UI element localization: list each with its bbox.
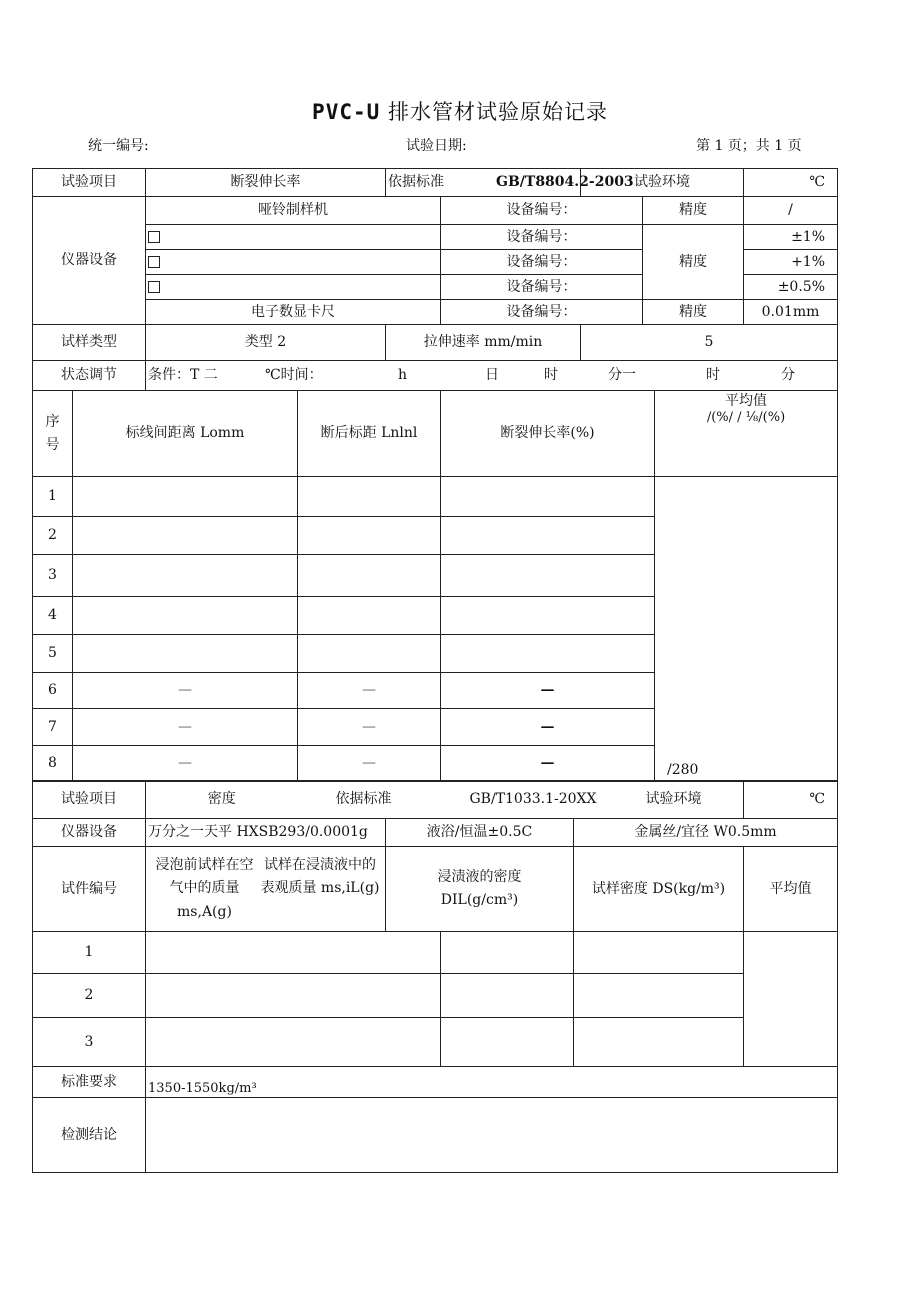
instrument-checkbox-row bbox=[146, 275, 441, 300]
test-date-label: 试验日期: bbox=[406, 138, 467, 154]
elongation-table bbox=[32, 168, 838, 782]
cell-elong[interactable] bbox=[441, 555, 655, 597]
cell-mass[interactable] bbox=[146, 932, 441, 974]
density-item-value: 密度 bbox=[146, 781, 298, 819]
precision-label: 精度 bbox=[643, 300, 744, 325]
cell-after-dash: — bbox=[298, 746, 441, 782]
standard-req-value: 1350-1550kg/m³ bbox=[146, 1067, 838, 1098]
precision-value: 0.01mm bbox=[744, 300, 838, 325]
cell-elong-dash: — bbox=[441, 746, 655, 782]
cell-after[interactable] bbox=[298, 635, 441, 673]
instrument-label: 仪器设备 bbox=[33, 197, 146, 325]
cell-mass[interactable] bbox=[146, 974, 441, 1018]
cell-gauge[interactable] bbox=[73, 477, 298, 517]
checkbox[interactable] bbox=[148, 231, 160, 243]
col-avg: 平均值 /(%/ / ⅛/(%) bbox=[655, 391, 838, 477]
precision-label: 精度 bbox=[643, 197, 744, 225]
precision-value: +1% bbox=[744, 250, 838, 275]
cell-after[interactable] bbox=[298, 477, 441, 517]
instrument-name: 电子数显卡尺 bbox=[146, 300, 441, 325]
avg-cell[interactable] bbox=[655, 477, 838, 782]
cell-mass[interactable] bbox=[146, 1018, 441, 1067]
cell-sample-density[interactable] bbox=[574, 1018, 744, 1067]
device-no: 设备编号： bbox=[441, 300, 643, 325]
row-seq: 2 bbox=[33, 517, 73, 555]
cell-liquid-density[interactable] bbox=[441, 932, 574, 974]
balance: 万分之一天平 HXSB293/0.0001g bbox=[146, 819, 386, 847]
precision-value: / bbox=[744, 197, 838, 225]
standard-label: 依据标准 bbox=[388, 174, 444, 191]
cell-after-dash: — bbox=[298, 709, 441, 746]
avg-footnote: /280 bbox=[667, 762, 699, 779]
conclusion-value[interactable] bbox=[146, 1098, 838, 1173]
col-gauge: 标线间距离 Lomm bbox=[73, 391, 298, 477]
density-row-id: 3 bbox=[33, 1018, 146, 1067]
cell-after-dash: — bbox=[298, 673, 441, 709]
precision-value: ±0.5% bbox=[744, 275, 838, 300]
precision-shared-label: 精度 bbox=[643, 225, 744, 300]
condition-line: 条件：T 二 ℃时间： h 日 时 分一 时 分 bbox=[146, 361, 838, 391]
standard-req-label: 标准要求 bbox=[33, 1067, 146, 1098]
device-no: 设备编号： bbox=[441, 225, 643, 250]
test-item-value: 断裂伸长率 bbox=[146, 169, 386, 197]
row-seq: 8 bbox=[33, 746, 73, 782]
standard-cell bbox=[386, 169, 634, 197]
col-id: 试件编号 bbox=[33, 847, 146, 932]
cell-sample-density[interactable] bbox=[574, 974, 744, 1018]
instrument-checkbox-row bbox=[146, 250, 441, 275]
cell-liquid-density[interactable] bbox=[441, 974, 574, 1018]
density-standard-label: 依据标准 bbox=[298, 781, 468, 819]
col-after: 断后标距 Lnlnl bbox=[298, 391, 441, 477]
standard-value: GB/T8804.2-2003 bbox=[496, 174, 634, 191]
cell-after[interactable] bbox=[298, 555, 441, 597]
sample-type-label: 试样类型 bbox=[33, 325, 146, 361]
density-row-id: 1 bbox=[33, 932, 146, 974]
row-seq: 1 bbox=[33, 477, 73, 517]
env-label: 试验环境 bbox=[581, 169, 744, 197]
cell-gauge[interactable] bbox=[73, 555, 298, 597]
checkbox[interactable] bbox=[148, 281, 160, 293]
precision-value: ±1% bbox=[744, 225, 838, 250]
col-seq: 序号 bbox=[33, 391, 73, 477]
checkbox[interactable] bbox=[148, 256, 160, 268]
wire: 金属丝/宜径 W0.5mm bbox=[574, 819, 838, 847]
density-table bbox=[32, 780, 838, 1173]
speed-label: 拉伸速率 mm/min bbox=[386, 325, 581, 361]
density-item-label: 试验项目 bbox=[33, 781, 146, 819]
row-seq: 3 bbox=[33, 555, 73, 597]
cell-elong[interactable] bbox=[441, 597, 655, 635]
density-instrument-label: 仪器设备 bbox=[33, 819, 146, 847]
conclusion-label: 检测结论 bbox=[33, 1098, 146, 1173]
col-sample-density: 试样密度 DS(kg/m³) bbox=[574, 847, 744, 932]
col-avg: 平均值 bbox=[744, 847, 838, 932]
cell-gauge-dash: — bbox=[73, 673, 298, 709]
cell-elong[interactable] bbox=[441, 517, 655, 555]
cell-gauge-dash: — bbox=[73, 709, 298, 746]
page-title: PVC-U 排水管材试验原始记录 bbox=[312, 100, 608, 124]
row-seq: 4 bbox=[33, 597, 73, 635]
sample-type-value: 类型 2 bbox=[146, 325, 386, 361]
condition-label: 状态调节 bbox=[33, 361, 146, 391]
cell-sample-density[interactable] bbox=[574, 932, 744, 974]
page-info: 第 1 页；共 1 页 bbox=[696, 138, 802, 154]
test-item-label: 试验项目 bbox=[33, 169, 146, 197]
speed-value: 5 bbox=[581, 325, 838, 361]
cell-liquid-density[interactable] bbox=[441, 1018, 574, 1067]
env-unit: ℃ bbox=[744, 169, 838, 197]
row-seq: 6 bbox=[33, 673, 73, 709]
device-no: 设备编号： bbox=[441, 275, 643, 300]
unified-no-label: 统一编号: bbox=[88, 138, 149, 154]
row-seq: 7 bbox=[33, 709, 73, 746]
density-standard-value: GB/T1033.1-20XX bbox=[468, 781, 644, 819]
col-elong: 断裂伸长率(%) bbox=[441, 391, 655, 477]
cell-gauge-dash: — bbox=[73, 746, 298, 782]
instrument-checkbox-row bbox=[146, 225, 441, 250]
device-no: 设备编号： bbox=[441, 197, 643, 225]
cell-gauge[interactable] bbox=[73, 597, 298, 635]
density-avg-cell[interactable] bbox=[744, 932, 838, 1067]
col-liquid-density: 浸渍液的密度 DIL(g/cm³) bbox=[386, 847, 574, 932]
density-env-unit: ℃ bbox=[744, 781, 838, 819]
bath: 液浴/恒温±0.5C bbox=[386, 819, 574, 847]
cell-after[interactable] bbox=[298, 597, 441, 635]
cell-gauge[interactable] bbox=[73, 635, 298, 673]
cell-elong[interactable] bbox=[441, 635, 655, 673]
col-mass-air: 浸泡前试样在空气中的质量 ms,A(g) 试样在浸渍液中的表观质量 ms,iL(g) bbox=[146, 847, 386, 932]
cell-elong-dash: — bbox=[441, 673, 655, 709]
cell-elong-dash: — bbox=[441, 709, 655, 746]
device-no: 设备编号： bbox=[441, 250, 643, 275]
cell-after[interactable] bbox=[298, 517, 441, 555]
instrument-name: 哑铃制样机 bbox=[146, 197, 441, 225]
cell-elong[interactable] bbox=[441, 477, 655, 517]
row-seq: 5 bbox=[33, 635, 73, 673]
cell-gauge[interactable] bbox=[73, 517, 298, 555]
density-env-label: 试验环境 bbox=[644, 781, 744, 819]
density-row-id: 2 bbox=[33, 974, 146, 1018]
